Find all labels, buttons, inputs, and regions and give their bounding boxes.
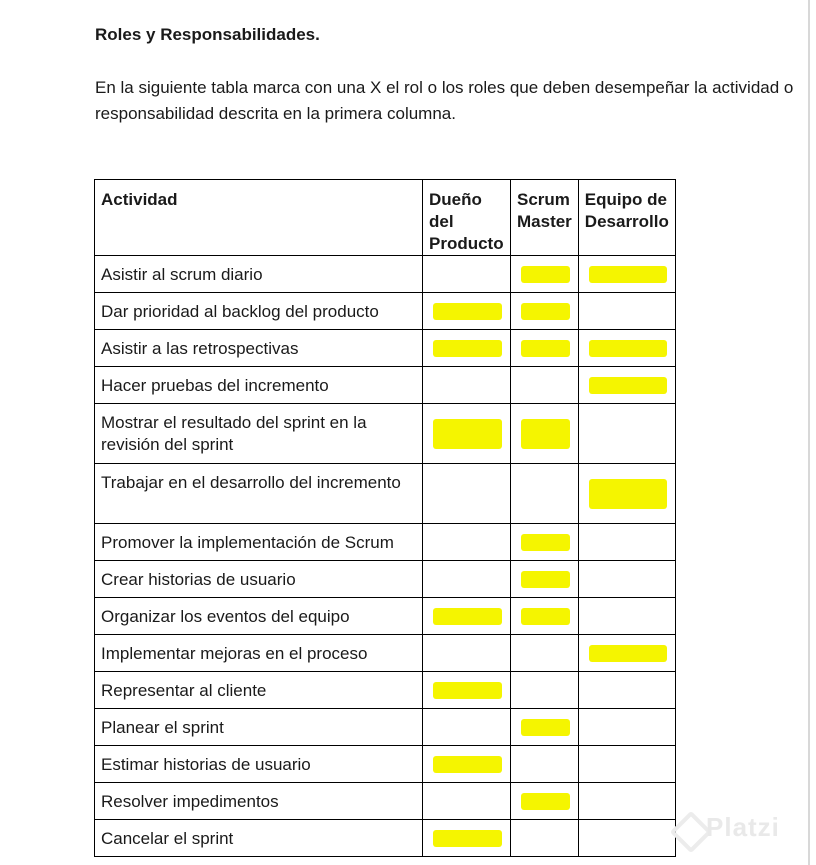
role-cell-owner[interactable] [423,598,511,635]
highlight-mark [521,303,570,320]
highlight-mark [433,608,502,625]
table-row [95,256,676,293]
role-cell-master[interactable] [511,783,579,820]
activity-cell: Planear el sprint [95,709,423,746]
activity-cell: Estimar historias de usuario [95,746,423,783]
intro-paragraph: En la siguiente tabla marca con una X el rol o los roles que deben desempeñar la actividad o responsabilidad descrita en la primera columna. [95,78,794,123]
role-cell-master[interactable] [511,746,579,783]
highlight-mark [433,756,502,773]
table-row [95,367,676,404]
roles-table [94,179,676,857]
activity-cell: Mostrar el resultado del sprint en la revisión del sprint [95,404,423,464]
highlight-mark [521,340,570,357]
table-row [95,709,676,746]
platzi-watermark: Platzi [706,812,780,842]
role-cell-team[interactable] [578,293,675,330]
role-cell-master[interactable] [511,404,579,464]
table-row [95,524,676,561]
header-activity: Actividad [95,180,423,256]
highlight-mark [589,645,667,662]
highlight-mark [589,479,667,509]
table-row [95,464,676,524]
role-cell-team[interactable] [578,635,675,672]
highlight-mark [589,377,667,394]
highlight-mark [433,682,502,699]
role-cell-team[interactable] [578,330,675,367]
role-cell-owner[interactable] [423,367,511,404]
activity-cell: Implementar mejoras en el proceso [95,635,423,672]
role-cell-owner[interactable] [423,404,511,464]
role-cell-team[interactable] [578,709,675,746]
header-scrum-master: Scrum Master [511,180,579,256]
role-cell-master[interactable] [511,256,579,293]
page-edge [808,0,810,865]
activity-cell: Organizar los eventos del equipo [95,598,423,635]
role-cell-owner[interactable] [423,746,511,783]
table-row [95,404,676,464]
role-cell-master[interactable] [511,464,579,524]
role-cell-team[interactable] [578,367,675,404]
role-cell-master[interactable] [511,709,579,746]
role-cell-team[interactable] [578,524,675,561]
role-cell-owner[interactable] [423,330,511,367]
role-cell-master[interactable] [511,820,579,857]
activity-cell: Cancelar el sprint [95,820,423,857]
role-cell-owner[interactable] [423,256,511,293]
role-cell-master[interactable] [511,330,579,367]
table-row [95,598,676,635]
table-row [95,783,676,820]
table-row [95,672,676,709]
activity-cell: Representar al cliente [95,672,423,709]
role-cell-team[interactable] [578,256,675,293]
role-cell-owner[interactable] [423,709,511,746]
highlight-mark [433,419,502,449]
highlight-mark [521,266,570,283]
highlight-mark [521,719,570,736]
highlight-mark [433,340,502,357]
table-header-row [95,180,676,256]
role-cell-team[interactable] [578,820,675,857]
page-title: Roles y Responsabilidades. [95,25,320,44]
activity-cell: Trabajar en el desarrollo del incremento [95,464,423,524]
activity-cell: Crear historias de usuario [95,561,423,598]
activity-cell: Hacer pruebas del incremento [95,367,423,404]
role-cell-team[interactable] [578,783,675,820]
highlight-mark [433,830,502,847]
table-row [95,820,676,857]
role-cell-master[interactable] [511,598,579,635]
table-row [95,561,676,598]
table-row [95,330,676,367]
role-cell-owner[interactable] [423,524,511,561]
highlight-mark [521,793,570,810]
activity-cell: Asistir al scrum diario [95,256,423,293]
activity-cell: Asistir a las retrospectivas [95,330,423,367]
role-cell-master[interactable] [511,672,579,709]
table-row [95,293,676,330]
highlight-mark [521,571,570,588]
role-cell-team[interactable] [578,672,675,709]
role-cell-master[interactable] [511,561,579,598]
role-cell-owner[interactable] [423,635,511,672]
role-cell-owner[interactable] [423,293,511,330]
role-cell-master[interactable] [511,635,579,672]
role-cell-owner[interactable] [423,464,511,524]
role-cell-master[interactable] [511,524,579,561]
role-cell-owner[interactable] [423,783,511,820]
highlight-mark [589,266,667,283]
role-cell-owner[interactable] [423,672,511,709]
table-row [95,746,676,783]
highlight-mark [433,303,502,320]
role-cell-team[interactable] [578,598,675,635]
activity-cell: Promover la implementación de Scrum [95,524,423,561]
highlight-mark [521,534,570,551]
role-cell-master[interactable] [511,367,579,404]
header-dev-team: Equipo de Desarrollo [578,180,675,256]
header-product-owner: Dueño del Producto [423,180,511,256]
role-cell-owner[interactable] [423,820,511,857]
role-cell-master[interactable] [511,293,579,330]
role-cell-team[interactable] [578,404,675,464]
table-row [95,635,676,672]
role-cell-team[interactable] [578,561,675,598]
activity-cell: Dar prioridad al backlog del producto [95,293,423,330]
activity-cell: Resolver impedimentos [95,783,423,820]
role-cell-owner[interactable] [423,561,511,598]
role-cell-team[interactable] [578,464,675,524]
role-cell-team[interactable] [578,746,675,783]
highlight-mark [521,608,570,625]
highlight-mark [589,340,667,357]
highlight-mark [521,419,570,449]
